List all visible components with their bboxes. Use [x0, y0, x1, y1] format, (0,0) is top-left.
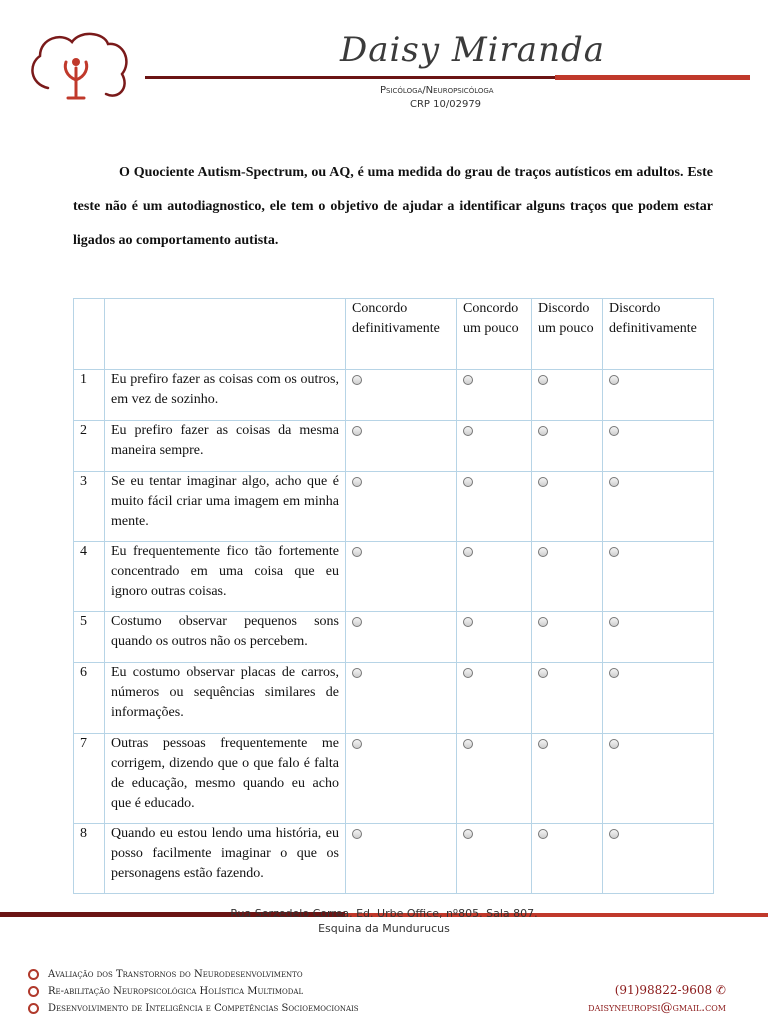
question-text: Quando eu estou lendo uma história, eu posso facilmente imaginar o que os personagens estão fazendo. [105, 824, 346, 894]
brand-crp: CRP 10/02979 [410, 99, 482, 110]
column-header: Concordo um pouco [457, 299, 532, 370]
table-row [74, 370, 714, 421]
address [0, 906, 768, 936]
answer-cell [457, 734, 532, 824]
services-list [28, 966, 448, 1017]
answer-cell [457, 421, 532, 472]
answer-cell [346, 542, 457, 612]
brand-logo [26, 28, 130, 110]
row-number: 7 [74, 734, 105, 824]
answer-radio[interactable] [463, 668, 473, 678]
answer-cell [346, 421, 457, 472]
answer-radio[interactable] [538, 739, 548, 749]
answer-radio[interactable] [609, 739, 619, 749]
question-text: Outras pessoas frequentemente me corrigem, dizendo que o que falo é falta de educação, mesmo quando eu acho que é educado. [105, 734, 346, 824]
answer-radio[interactable] [538, 426, 548, 436]
answer-cell [346, 663, 457, 734]
answer-radio[interactable] [538, 547, 548, 557]
answer-radio[interactable] [352, 426, 362, 436]
answer-cell [532, 612, 603, 663]
answer-cell [457, 824, 532, 894]
answer-cell [346, 824, 457, 894]
phone: (91)98822-9608 ✆ [614, 983, 726, 997]
table-row [74, 421, 714, 472]
row-number: 8 [74, 824, 105, 894]
answer-radio[interactable] [352, 547, 362, 557]
answer-cell [532, 663, 603, 734]
answer-radio[interactable] [352, 668, 362, 678]
row-number: 6 [74, 663, 105, 734]
answer-cell [346, 370, 457, 421]
answer-cell [346, 472, 457, 542]
question-text: Eu frequentemente fico tão fortemente concentrado em uma coisa que eu ignoro outras coisas. [105, 542, 346, 612]
answer-radio[interactable] [463, 617, 473, 627]
answer-cell [603, 421, 714, 472]
answer-radio[interactable] [609, 617, 619, 627]
header-divider-accent [555, 75, 750, 80]
bullet-icon [28, 1003, 39, 1014]
address-line: Esquina da Mundurucus [318, 922, 450, 935]
answer-radio[interactable] [463, 739, 473, 749]
email: daisyneuropsi@gmail.com [588, 1000, 726, 1014]
answer-cell [457, 612, 532, 663]
row-number: 3 [74, 472, 105, 542]
answer-radio[interactable] [352, 829, 362, 839]
answer-radio[interactable] [609, 547, 619, 557]
intro-paragraph: O Quociente Autism-Spectrum, ou AQ, é uma medida do grau de traços autísticos em adultos. Este teste não é um autodiagnostico, ele tem o objetivo de ajudar a identificar alguns traços que podem estar ligados ao comportamento autista. [73, 165, 713, 248]
answer-radio[interactable] [352, 477, 362, 487]
answer-cell [603, 612, 714, 663]
question-text: Costumo observar pequenos sons quando os outros não os percebem. [105, 612, 346, 663]
table-row [74, 824, 714, 894]
answer-cell [532, 472, 603, 542]
column-header: Discordo um pouco [532, 299, 603, 370]
answer-cell [457, 472, 532, 542]
answer-radio[interactable] [352, 375, 362, 385]
service-label: Avaliação dos Transtornos do Neurodesenvolvimento [48, 969, 303, 980]
answer-cell [603, 472, 714, 542]
answer-cell [457, 370, 532, 421]
answer-cell [532, 370, 603, 421]
row-number: 4 [74, 542, 105, 612]
contact-info [588, 982, 726, 1016]
row-number: 2 [74, 421, 105, 472]
answer-cell [457, 663, 532, 734]
question-text: Eu prefiro fazer as coisas da mesma maneira sempre. [105, 421, 346, 472]
column-header: Concordo definitivamente [346, 299, 457, 370]
answer-cell [457, 542, 532, 612]
answer-cell [603, 542, 714, 612]
answer-radio[interactable] [463, 426, 473, 436]
header-divider [145, 76, 555, 79]
answer-radio[interactable] [463, 375, 473, 385]
table-header-row [74, 299, 714, 370]
answer-cell [603, 734, 714, 824]
answer-cell [346, 612, 457, 663]
table-row [74, 472, 714, 542]
brand-subtitle [380, 84, 520, 112]
table-row [74, 612, 714, 663]
brand-name: Daisy Miranda [340, 30, 606, 70]
answer-radio[interactable] [352, 739, 362, 749]
answer-radio[interactable] [538, 477, 548, 487]
answer-cell [603, 663, 714, 734]
service-item [28, 983, 448, 1000]
brand-role: Psicóloga/Neuropsicóloga [380, 85, 494, 96]
answer-cell [346, 734, 457, 824]
answer-cell [532, 542, 603, 612]
bullet-icon [28, 969, 39, 980]
service-label: Re-abilitação Neuropsicológica Holística Multimodal [48, 986, 304, 997]
row-number: 5 [74, 612, 105, 663]
header-question-cell [105, 299, 346, 370]
answer-radio[interactable] [463, 829, 473, 839]
question-text: Eu prefiro fazer as coisas com os outros, em vez de sozinho. [105, 370, 346, 421]
answer-radio[interactable] [463, 547, 473, 557]
header-num-cell [74, 299, 105, 370]
answer-radio[interactable] [538, 668, 548, 678]
answer-radio[interactable] [609, 426, 619, 436]
answer-radio[interactable] [609, 375, 619, 385]
answer-radio[interactable] [609, 829, 619, 839]
table-row [74, 734, 714, 824]
service-item [28, 966, 448, 983]
table-row [74, 663, 714, 734]
bullet-icon [28, 986, 39, 997]
question-text: Se eu tentar imaginar algo, acho que é muito fácil criar uma imagem em minha mente. [105, 472, 346, 542]
answer-radio[interactable] [609, 477, 619, 487]
question-text: Eu costumo observar placas de carros, números ou sequências similares de informações. [105, 663, 346, 734]
address-line: Rua Serzedelo Correa. Ed. Urbe Office, nº805. Sala 807. [230, 907, 538, 920]
answer-radio[interactable] [463, 477, 473, 487]
answer-radio[interactable] [352, 617, 362, 627]
answer-radio[interactable] [538, 617, 548, 627]
service-label: Desenvolvimento de Inteligência e Competências Socioemocionais [48, 1003, 359, 1014]
questionnaire-table [73, 298, 714, 894]
answer-cell [532, 734, 603, 824]
answer-radio[interactable] [609, 668, 619, 678]
row-number: 1 [74, 370, 105, 421]
answer-cell [603, 370, 714, 421]
answer-cell [532, 824, 603, 894]
column-header: Discordo definitivamente [603, 299, 714, 370]
answer-cell [532, 421, 603, 472]
answer-cell [603, 824, 714, 894]
service-item [28, 1000, 448, 1017]
answer-radio[interactable] [538, 829, 548, 839]
answer-radio[interactable] [538, 375, 548, 385]
table-row [74, 542, 714, 612]
